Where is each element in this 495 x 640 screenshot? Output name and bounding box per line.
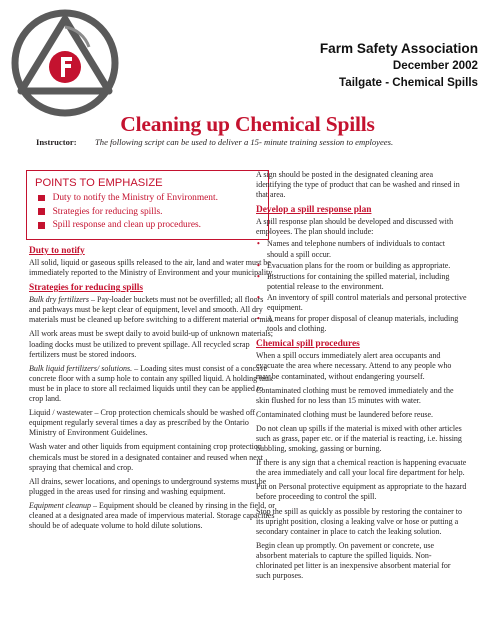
procedure-paragraph: Contaminated clothing must be laundered before reuse. [256,409,434,419]
plan-list-item: • Instructions for containing the spilled material, including potential release to the environment. [256,272,467,292]
points-to-emphasize-box [26,170,269,240]
farm-safety-logo-icon [11,9,119,117]
procedure-paragraph: Begin clean up promptly. On pavement or concrete, use absorbent materials to capture the spilled liquids. Non-chlorinated pet litter is an inexpensive absorbent material for such purposes. [256,540,451,581]
page-title: Cleaning up Chemical Spills [120,112,375,136]
procedure-paragraph: If there is any sign that a chemical reaction is happening evacuate the area immediately and call your local fire department for help. [256,458,467,478]
procedure-paragraph: When a spill occurs immediately alert area occupants and evacuate the area where necessary. Attend to any people who may be contaminated, without endangering yourself. [256,351,452,381]
square-bullet-icon [38,208,45,215]
header-block [320,40,478,91]
wash-water-paragraph: Wash water and other liquids from equipment containing crop protection chemicals must be stored in a designated container and reused when next spraying that chemical and crop. [29,442,263,472]
emphasize-item: Duty to notify the Ministry of Environment. [35,191,268,205]
association-logo [11,9,119,117]
spill-plan-heading: Develop a spill response plan [256,205,372,216]
issue-date: December 2002 [392,59,478,72]
organization-name: Farm Safety Association [319,41,478,56]
procedure-paragraph: Contaminated clothing must be removed immediately and the skin flushed for no less than 15 minutes with water. [256,385,454,405]
document-subtitle: Tailgate - Chemical Spills [339,76,478,89]
wastewater-paragraph: Liquid / wastewater – Crop protection chemicals should be washed off equipment regularly several times a day as prescribed by the Ontario Ministry of Environment Guidelines. [29,408,256,438]
duty-to-notify-text: All solid, liquid or gaseous spills released to the air, land and water must be immediately reported to the Ministry of Environment and your municipality. [29,258,274,278]
bulk-liquid-paragraph: Bulk liquid fertilizers/ solutions. – Loading sites must consist of a concave concrete floor with a sump hole to contain any spilled liquid. A holding tank must be in place to store all reclaimed liquids until they can be applied to crop land. [29,363,273,404]
square-bullet-icon [38,222,45,229]
plan-list-item: • An inventory of spill control materials and personal protective equipment. [256,293,467,313]
procedure-paragraph: Do not clean up spills if the material is mixed with other articles such as grass, paper etc. or if the material is reacting, i.e. hissing bubbling, smoking, gassing or burning. [256,423,462,454]
right-column [256,170,467,585]
bulk-dry-paragraph: Bulk dry fertilizers – Pay-loader buckets must not be overfilled; all floors and pathways must be kept clear of equipment, level and smooth. All dry materials must be cleaned up before switching to a different material or mix. [29,295,274,325]
work-areas-paragraph: All work areas must be swept daily to avoid build-up of unknown materials; loading docks must be utilized to prevent spillage. All recycled scrap fertilizers must be stored indoors. [29,329,273,359]
emphasize-title: POINTS TO EMPHASIZE [35,177,163,189]
procedure-paragraph: Put on Personal protective equipment as appropriate to the hazard before proceeding to control the spill. [256,482,467,502]
drains-paragraph: All drains, sewer locations, and openings to underground systems must be plugged in the areas used for rinsing and washing equipment. [29,476,267,496]
emphasize-item: Strategies for reducing spills. [35,205,268,219]
plan-list-item: • Names and telephone numbers of individuals to contact should a spill occur. [256,239,467,259]
left-column [29,245,276,535]
plan-list-item: • A means for proper disposal of cleanup materials, including tools and clothing. [256,314,467,334]
spill-plan-intro: A spill response plan should be developed and discussed with employees. The plan should include: [256,217,454,237]
strategies-heading: Strategies for reducing spills [29,283,143,294]
plan-list-item: • Evacuation plans for the room or building as appropriate. [256,261,467,271]
square-bullet-icon [38,195,45,202]
instructor-label: Instructor: [36,137,77,147]
emphasize-item: Spill response and clean up procedures. [35,219,268,233]
duty-to-notify-heading: Duty to notify [29,246,85,256]
sign-paragraph: A sign should be posted in the designated cleaning area identifying the type of product that can be washed and rinsed in that area. [256,170,460,200]
spill-procedures-heading: Chemical spill procedures [256,339,360,350]
equipment-cleanup-paragraph: Equipment cleanup – Equipment should be cleaned by rinsing in the field, or cleaned at a designated area made of impervious material. Storage capacities should be of adequate volume to hold dilute solutions. [29,500,275,531]
procedure-paragraph: Stop the spill as quickly as possible by restoring the container to its upright position, closing a leaking valve or hose or putting a secondary container in place to catch the leaking solution. [256,506,462,536]
instructor-note: The following script can be used to deliver a 15- minute training session to employees. [95,137,394,147]
